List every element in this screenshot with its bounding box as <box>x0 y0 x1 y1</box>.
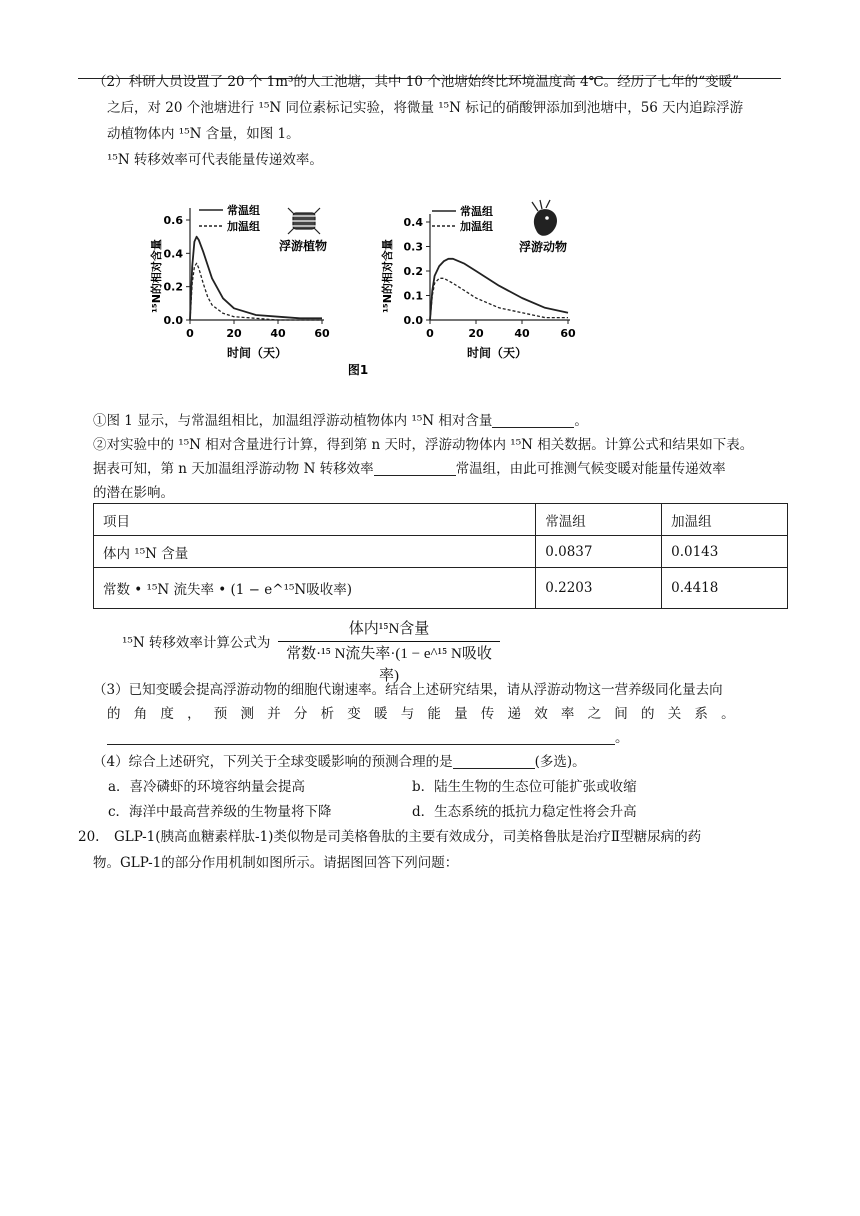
left-y-tick-label: 0.2 <box>163 280 183 294</box>
left-y-tick-label: 0.6 <box>163 214 183 227</box>
q3-line3 <box>107 726 629 750</box>
q20-line1: GLP-1(胰高血糖素样肽-1)类似物是司美格鲁肽的主要有效成分，司美格鲁肽是治疗Ⅱ型糖尿病的药 <box>114 829 702 845</box>
q2-sub2-pre: 据表可知，第 n 天加温组浮游动物 N 转移效率 <box>93 461 374 477</box>
table-header-row <box>94 504 788 536</box>
formula-numerator: 体内¹⁵N含量 <box>348 621 430 637</box>
answer-blank-3[interactable] <box>107 730 615 745</box>
q2-intro-line2: 之后，对 20 个池塘进行 ¹⁵N 同位素标记实验，将微量 ¹⁵N 标记的硝酸钾添加到池塘中，56 天内追踪浮游 <box>107 100 744 116</box>
q2-sub1-text: ①图 1 显示，与常温组相比，加温组浮游动植物体内 ¹⁵N 相对含量 <box>93 413 493 429</box>
q4-stem-text: （4）综合上述研究，下列关于全球变暖影响的预测合理的是 <box>93 754 453 770</box>
chart-zooplankton <box>380 200 576 360</box>
right-y-tick-label: 0.3 <box>403 240 423 254</box>
left-x-tick-label: 20 <box>226 327 242 340</box>
phytoplankton-icon <box>287 208 321 234</box>
table-row <box>94 536 788 568</box>
q2-sub1-end: 。 <box>574 413 588 429</box>
q3-line3-end: 。 <box>615 730 629 746</box>
right-x-tick-label: 20 <box>468 327 484 340</box>
option-a[interactable]: a．喜冷磷虾的环境容纳量会提高 <box>108 779 306 795</box>
right-y-tick-label: 0.4 <box>403 216 423 229</box>
table-cell-normal: 0.0837 <box>536 536 662 568</box>
table-header-warm: 加温组 <box>662 504 788 536</box>
q20-number: 20. <box>78 829 100 845</box>
answer-blank-4[interactable] <box>453 754 535 769</box>
table-cell-warm: 0.4418 <box>662 568 788 609</box>
table-cell-normal: 0.2203 <box>536 568 662 609</box>
left-x-tick-label: 0 <box>186 327 194 340</box>
left-legend-warm: 加温组 <box>227 220 260 233</box>
table-row <box>94 568 788 609</box>
q2-sub2-post: 常温组，由此可推测气候变暖对能量传递效率 <box>455 461 726 477</box>
option-d[interactable]: d．生态系统的抵抗力稳定性将会升高 <box>412 804 637 820</box>
right-x-tick-label: 0 <box>426 327 434 340</box>
transfer-efficiency-formula <box>278 618 500 684</box>
left-organism-label: 浮游植物 <box>278 239 328 253</box>
table-header-item: 项目 <box>94 504 536 536</box>
q2-intro-line3: 动植物体内 ¹⁵N 含量，如图 1。 <box>107 126 300 142</box>
q2-sub2-line3: 的潜在影响。 <box>93 485 174 501</box>
right-y-tick-label: 0.0 <box>403 314 423 327</box>
option-c[interactable]: c．海洋中最高营养级的生物量将下降 <box>108 804 332 820</box>
right-legend-normal: 常温组 <box>460 205 493 218</box>
left-x-tick-label: 60 <box>314 327 330 340</box>
q2-intro-line1: （2）科研人员设置了 20 个 1m³的人工池塘，其中 10 个池塘始终比环境温度高 4℃。经历了七年的“变暖” <box>93 74 739 90</box>
q3-line1: （3）已知变暖会提高浮游动物的细胞代谢速率。结合上述研究结果，请从浮游动物这一营养级同化量去向 <box>93 682 723 698</box>
q4-stem-end: (多选)。 <box>534 754 586 770</box>
q4-stem <box>93 750 586 774</box>
left-x-tick-label: 40 <box>270 327 286 340</box>
q2-sub2-line2 <box>93 457 726 481</box>
right-organism-label: 浮游动物 <box>518 240 568 254</box>
left-y-tick-label: 0.4 <box>163 247 183 261</box>
formula-denominator: 常数·¹⁵ N流失率·(1 − e^¹⁵ N吸收率) <box>286 646 492 684</box>
right-y-tick-label: 0.1 <box>403 289 423 303</box>
right-legend-warm: 加温组 <box>460 220 493 233</box>
right-y-tick-label: 0.2 <box>403 265 423 278</box>
q20-line2: 物。GLP-1的部分作用机制如图所示。请据图回答下列问题： <box>93 855 459 871</box>
left-y-axis-label: ¹⁵N的相对含量 <box>150 239 163 313</box>
right-x-tick-label: 40 <box>514 327 530 340</box>
left-x-axis-label: 时间（天） <box>226 346 288 360</box>
left-y-tick-label: 0.0 <box>163 314 183 327</box>
right-series-warm <box>430 278 568 320</box>
fraction-bar <box>278 641 500 642</box>
answer-blank-1[interactable] <box>492 413 574 428</box>
q2-intro-line4: ¹⁵N 转移效率可代表能量传递效率。 <box>107 152 323 168</box>
right-series-normal <box>430 259 568 320</box>
q2-sub1 <box>93 409 588 433</box>
table-header-normal: 常温组 <box>536 504 662 536</box>
option-b[interactable]: b．陆生生物的生态位可能扩张或收缩 <box>412 779 637 795</box>
q3-line2: 的角度，预测并分析变暖与能量传递效率之间的关系。 <box>107 706 748 722</box>
table-cell-item: 体内 ¹⁵N 含量 <box>94 536 536 568</box>
left-legend-normal: 常温组 <box>227 204 260 217</box>
figure-1 <box>0 178 860 388</box>
right-x-tick-label: 60 <box>560 327 576 340</box>
chart-phytoplankton <box>149 203 330 360</box>
figure-caption: 图1 <box>347 363 369 377</box>
table-cell-warm: 0.0143 <box>662 536 788 568</box>
table-cell-item: 常数 • ¹⁵N 流失率 • (1 − e^¹⁵N吸收率) <box>94 568 536 609</box>
formula-lead: ¹⁵N 转移效率计算公式为 <box>122 635 271 651</box>
right-y-axis-label: ¹⁵N的相对含量 <box>381 239 394 313</box>
q2-sub2-line1: ②对实验中的 ¹⁵N 相对含量进行计算，得到第 n 天时，浮游动物体内 ¹⁵N 相关数据。计算公式和结果如下表。 <box>93 437 754 453</box>
data-table <box>93 503 788 609</box>
answer-blank-2[interactable] <box>374 461 456 476</box>
zooplankton-icon <box>532 200 557 236</box>
right-x-axis-label: 时间（天） <box>466 346 528 360</box>
